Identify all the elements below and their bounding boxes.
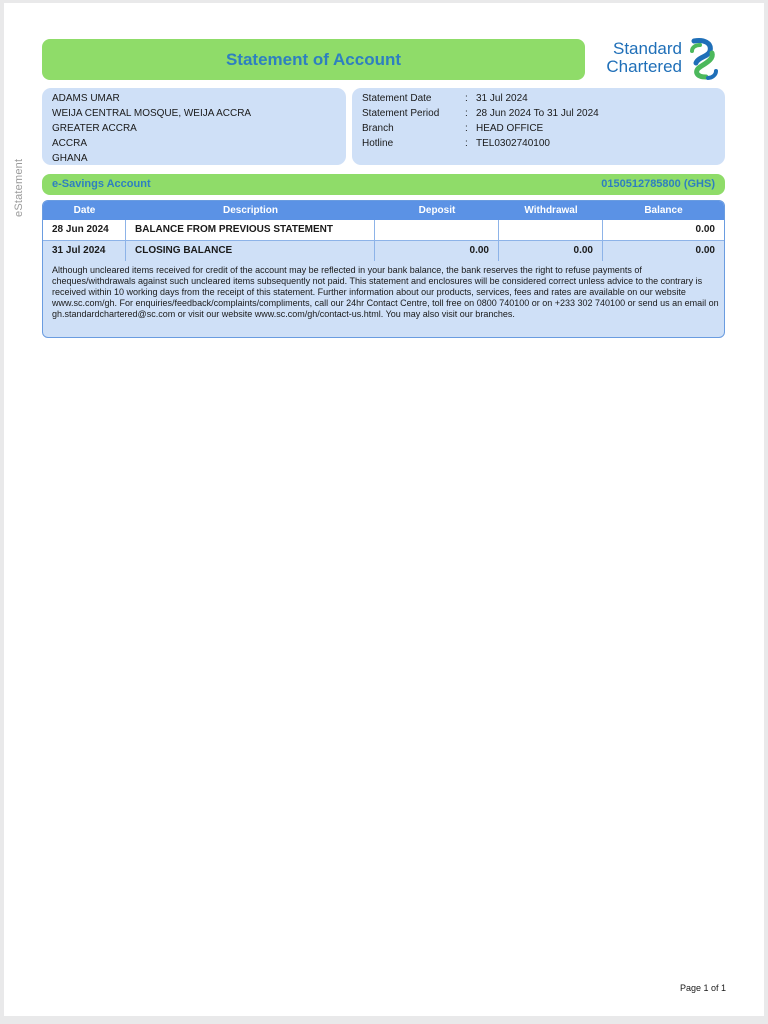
table-row (43, 241, 724, 261)
col-header-balance: Balance (644, 205, 683, 216)
statement-date-row (352, 91, 725, 106)
disclaimer-text: Although uncleared items received for credit of the account may be reflected in your bank balance, the bank reserves the right to refuse payments of cheques/withdrawals against such uncleared items subsequently not paid. This statement and enclosures will be considered correct unless advice to the contrary is received within 10 working days from the receipt of this statement. Further information about our products, services, fees and rates are available on our website www.sc.com/gh. For enquiries/feedback/complaints/compliments, call our 24hr Contact Centre, toll free on 0800 740100 or on +233 302 740100 or send us an email on gh.standardchartered@sc.com or visit our website www.sc.com/gh/contact-us.html. You may also visit our branches. (52, 265, 719, 319)
logo-line-1: Standard (613, 39, 682, 58)
address-line: ACCRA (52, 138, 88, 149)
cell-deposit: 0.00 (375, 241, 499, 261)
estatement-side-label: eStatement (13, 158, 25, 217)
account-number: 0150512785800 (GHS) (601, 178, 715, 190)
page-number: Page 1 of 1 (680, 983, 727, 993)
statement-info-panel (352, 88, 725, 165)
page-title: Statement of Account (225, 49, 402, 69)
address-line: GREATER ACCRA (52, 123, 137, 134)
statement-period-row (352, 106, 725, 121)
account-banner (42, 174, 725, 195)
standard-chartered-mark-icon (686, 37, 722, 81)
address-line: GHANA (52, 153, 88, 164)
address-line: WEIJA CENTRAL MOSQUE, WEIJA ACCRA (52, 108, 252, 119)
statement-page (4, 3, 764, 1016)
customer-address-panel (42, 88, 346, 165)
info-label: Branch (362, 123, 394, 134)
info-colon: : (465, 108, 468, 119)
info-value: 28 Jun 2024 To 31 Jul 2024 (476, 108, 599, 119)
hotline-row (352, 136, 725, 151)
cell-date: 28 Jun 2024 (43, 220, 126, 240)
bank-logo (600, 39, 732, 81)
table-header (43, 201, 724, 220)
info-label: Statement Date (362, 93, 432, 104)
title-banner (42, 39, 585, 80)
col-header-description: Description (222, 205, 278, 216)
cell-withdrawal (499, 220, 603, 240)
cell-date: 31 Jul 2024 (43, 241, 126, 261)
col-header-deposit: Deposit (418, 205, 456, 216)
info-value: TEL0302740100 (476, 138, 550, 149)
cell-balance: 0.00 (603, 220, 724, 240)
info-colon: : (465, 93, 468, 104)
account-type: e-Savings Account (52, 178, 151, 190)
cell-deposit (375, 220, 499, 240)
cell-balance: 0.00 (603, 241, 724, 261)
customer-name: ADAMS UMAR (52, 93, 120, 104)
cell-withdrawal: 0.00 (499, 241, 603, 261)
logo-line-2: Chartered (606, 57, 682, 76)
info-value: 31 Jul 2024 (476, 93, 528, 104)
info-colon: : (465, 138, 468, 149)
transactions-table (42, 200, 725, 338)
info-label: Statement Period (362, 108, 440, 119)
info-colon: : (465, 123, 468, 134)
branch-row (352, 121, 725, 136)
info-value: HEAD OFFICE (476, 123, 544, 134)
cell-description: CLOSING BALANCE (126, 241, 375, 261)
col-header-withdrawal: Withdrawal (524, 205, 578, 216)
cell-description: BALANCE FROM PREVIOUS STATEMENT (126, 220, 375, 240)
logo-wordmark (600, 40, 682, 76)
col-header-date: Date (73, 205, 96, 216)
info-label: Hotline (362, 138, 394, 149)
table-row (43, 220, 724, 241)
